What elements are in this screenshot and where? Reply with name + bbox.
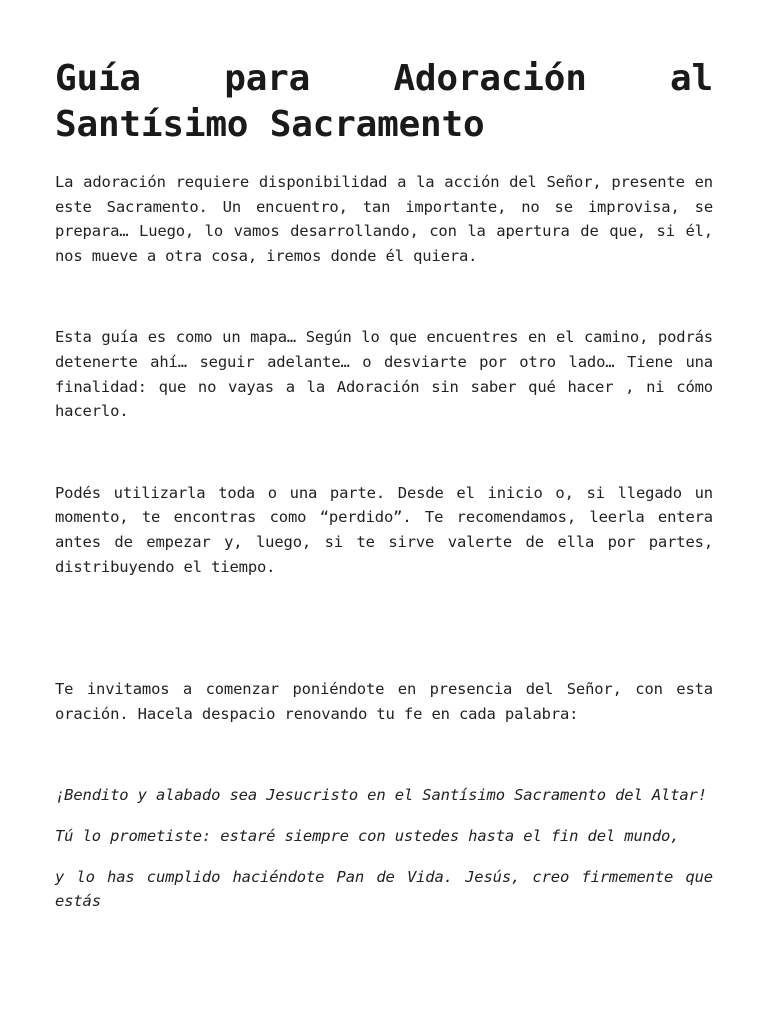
guide-paragraph: Esta guía es como un mapa… Según lo que encuentres en el camino, podrás detenerte ahí… seguir adelante… o desviarte por otro lado… Tiene una finalidad: que no vayas a la Adoración sin saber qué hacer , ni cómo hacerlo. [55, 328, 713, 421]
invitation-paragraph: Te invitamos a comenzar poniéndote en presencia del Señor, con esta oración. Hacela despacio renovando tu fe en cada palabra: [55, 680, 713, 723]
document-page [55, 56, 713, 914]
prayer-line: ¡Bendito y alabado sea Jesucristo en el Santísimo Sacramento del Altar! [55, 786, 707, 805]
prayer-line: y lo has cumplido haciéndote Pan de Vida. Jesús, creo firmemente que estás [55, 867, 713, 911]
intro-paragraph: La adoración requiere disponibilidad a la acción del Señor, presente en este Sacramento. Un encuentro, tan importante, no se improvisa, se prepara… Luego, lo vamos desarrollando, con la apertura de que, si él, nos mueve a otra cosa, iremos donde él quiera. [55, 173, 713, 265]
document-title: Guía para Adoración al Santísimo Sacramento [55, 58, 713, 145]
prayer-line: Tú lo prometiste: estaré siempre con ustedes hasta el fin del mundo, [55, 826, 680, 845]
usage-paragraph: Podés utilizarla toda o una parte. Desde el inicio o, si llegado un momento, te encontras como “perdido”. Te recomendamos, leerla entera antes de empezar y, luego, si te sirve valerte de ella por partes, distribuyendo el tiempo. [55, 483, 713, 576]
